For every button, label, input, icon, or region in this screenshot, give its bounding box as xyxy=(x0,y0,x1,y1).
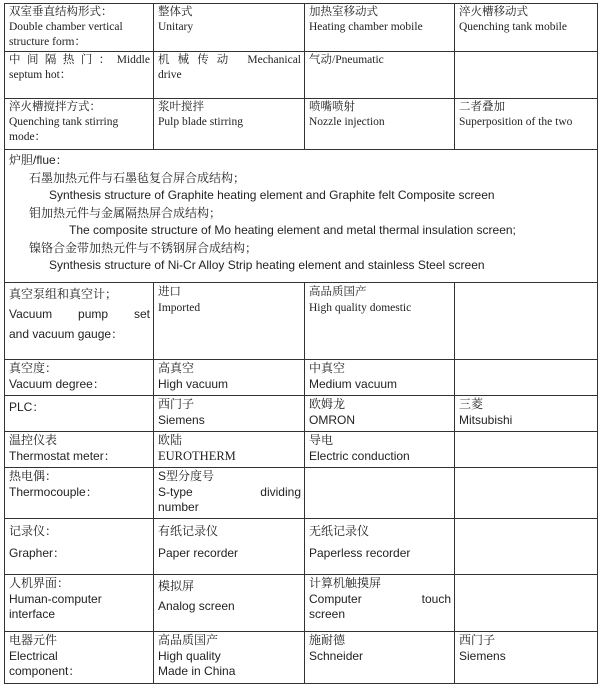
cell-empty xyxy=(455,360,598,396)
option-en: Superposition of the two xyxy=(459,116,573,128)
spec-table xyxy=(4,3,598,684)
table-row-chamber-form xyxy=(5,4,598,52)
option-zh: 加热室移动式 xyxy=(309,6,378,18)
table-row-thermocouple xyxy=(5,468,598,519)
cell-option-mechanical xyxy=(154,52,305,99)
option-en: Paperless recorder xyxy=(309,546,411,560)
option-en: screen xyxy=(309,607,346,621)
option-zh: 浆叶搅拌 xyxy=(158,101,204,113)
cell-option-electric-conduction xyxy=(305,432,455,468)
label-en: Thermostat meter： xyxy=(9,448,116,463)
option-en: drive xyxy=(158,69,182,81)
cell-empty xyxy=(305,468,455,519)
cell-option-nozzle xyxy=(305,99,455,150)
option-en: Made in China xyxy=(158,664,236,678)
cell-option-eurotherm xyxy=(154,432,305,468)
label-zh: 人机界面： xyxy=(9,576,70,590)
label-en: Vacuum pump set xyxy=(9,307,150,321)
flue-title: 炉胆/flue： xyxy=(9,153,68,167)
label-en: Human-computer xyxy=(9,591,102,606)
label-en: and vacuum gauge： xyxy=(9,327,124,341)
cell-option-analog-screen xyxy=(154,575,305,632)
option-en: Paper recorder xyxy=(158,546,239,560)
cell-option-siemens xyxy=(154,396,305,432)
cell-label-electrical xyxy=(5,632,154,684)
option-zh: 二者叠加 xyxy=(459,101,505,113)
cell-option-omron xyxy=(305,396,455,432)
cell-label-plc xyxy=(5,396,154,432)
option-zh: 西门子 xyxy=(459,633,496,647)
option-zh: 模拟屏 xyxy=(158,579,195,593)
flue-line-zh: 镍铬合金带加热元件与不锈钢屏合成结构； xyxy=(29,240,258,255)
cell-label-thermocouple xyxy=(5,468,154,519)
flue-line-zh: 钼加热元件与金属隔热屏合成结构； xyxy=(29,205,222,220)
option-zh: 机械传动 Mechanical xyxy=(158,54,301,66)
option-en: number xyxy=(158,500,199,514)
label-zh: PLC： xyxy=(9,400,45,414)
label-zh: 淬火槽搅拌方式： xyxy=(9,101,101,113)
option-zh: 中真空 xyxy=(309,361,346,375)
table-row-hmi xyxy=(5,575,598,632)
option-zh: 欧陆 xyxy=(158,433,183,447)
option-zh: 三菱 xyxy=(459,397,484,411)
cell-label-chamber-form xyxy=(5,4,154,52)
option-zh: 西门子 xyxy=(158,397,195,411)
option-en: OMRON xyxy=(309,412,355,427)
cell-flue xyxy=(5,150,598,283)
option-en: Computer touch xyxy=(309,591,451,606)
flue-line-en: Synthesis structure of Graphite heating element and Graphite felt Composite screen xyxy=(49,188,495,202)
table-row-plc xyxy=(5,396,598,432)
label-zh: 中间隔热门：Middle xyxy=(9,54,150,66)
option-zh: 计算机触摸屏 xyxy=(309,576,382,590)
option-zh: 高品质国产 xyxy=(309,286,367,298)
cell-empty xyxy=(455,519,598,575)
option-en: High quality domestic xyxy=(309,302,412,314)
option-zh: 高真空 xyxy=(158,361,195,375)
label-zh: 记录仪： xyxy=(9,524,58,538)
cell-empty xyxy=(455,468,598,519)
cell-empty xyxy=(455,52,598,99)
flue-line-en: Synthesis structure of Ni-Cr Alloy Strip heating element and stainless Steel screen xyxy=(49,258,485,272)
option-zh: 整体式 xyxy=(158,6,193,18)
table-row-stirring xyxy=(5,99,598,150)
option-zh: 高品质国产 xyxy=(158,633,219,647)
cell-option-domestic xyxy=(305,283,455,360)
cell-empty xyxy=(455,575,598,632)
cell-option-medium-vacuum xyxy=(305,360,455,396)
label-zh: 温控仪表 xyxy=(9,433,58,447)
cell-option-mitsubishi xyxy=(455,396,598,432)
label-en: Vacuum degree： xyxy=(9,376,105,391)
label-en: Grapher： xyxy=(9,546,66,560)
cell-empty xyxy=(455,283,598,360)
table-row-vacuum-pump xyxy=(5,283,598,360)
table-row-grapher xyxy=(5,519,598,575)
option-en: High vacuum xyxy=(158,376,229,391)
option-zh: 有纸记录仪 xyxy=(158,524,219,538)
cell-option-schneider xyxy=(305,632,455,684)
label-zh: 电器元件 xyxy=(9,633,58,647)
label-en: Thermocouple： xyxy=(9,484,98,499)
option-en: Unitary xyxy=(158,21,194,33)
cell-option-quenching-mobile xyxy=(455,4,598,52)
option-zh: 进口 xyxy=(158,286,181,298)
table-row-vacuum-degree xyxy=(5,360,598,396)
cell-option-imported xyxy=(154,283,305,360)
cell-option-unitary xyxy=(154,4,305,52)
cell-label-vacuum-degree xyxy=(5,360,154,396)
option-en: EUROTHERM xyxy=(158,448,236,463)
option-en: Pulp blade stirring xyxy=(158,116,243,128)
option-zh: 喷嘴喷射 xyxy=(309,101,355,113)
option-en: Analog screen xyxy=(158,599,235,613)
option-zh: 施耐德 xyxy=(309,633,346,647)
flue-line-zh: 石墨加热元件与石墨毡复合屏合成结构； xyxy=(29,170,246,185)
option-en: Heating chamber mobile xyxy=(309,21,423,33)
cell-label-septum xyxy=(5,52,154,99)
label-zh: 热电偶： xyxy=(9,469,58,483)
option-en: Quenching tank mobile xyxy=(459,21,567,33)
cell-label-stirring xyxy=(5,99,154,150)
cell-option-s-type xyxy=(154,468,305,519)
cell-option-pneumatic xyxy=(305,52,455,99)
cell-option-pulp xyxy=(154,99,305,150)
label-en: septum hot： xyxy=(9,69,72,81)
label-en: component： xyxy=(9,664,81,678)
option-en: Nozzle injection xyxy=(309,116,385,128)
cell-option-superposition xyxy=(455,99,598,150)
option-en: Mitsubishi xyxy=(459,412,513,427)
label-en: mode： xyxy=(9,131,47,143)
cell-option-touch-screen xyxy=(305,575,455,632)
table-row-electrical xyxy=(5,632,598,684)
option-zh: 无纸记录仪 xyxy=(309,524,370,538)
option-en: Siemens xyxy=(459,648,506,663)
option-en: Imported xyxy=(158,302,201,314)
label-zh: 真空泵组和真空计； xyxy=(9,287,118,301)
label-zh: 双室垂直结构形式： xyxy=(9,6,113,18)
cell-label-hmi xyxy=(5,575,154,632)
option-en: S-type dividing xyxy=(158,484,301,499)
option-zh: 导电 xyxy=(309,433,334,447)
option-zh: 淬火槽移动式 xyxy=(459,6,528,18)
cell-option-paper-recorder xyxy=(154,519,305,575)
flue-line-en: The composite structure of Mo heating element and metal thermal insulation screen; xyxy=(69,223,516,237)
cell-option-siemens-electrical xyxy=(455,632,598,684)
cell-option-heating-mobile xyxy=(305,4,455,52)
option-en: Electric conduction xyxy=(309,448,410,463)
cell-option-made-in-china xyxy=(154,632,305,684)
label-en: Double chamber vertical xyxy=(9,21,123,33)
table-row-thermostat xyxy=(5,432,598,468)
option-zh: 欧姆龙 xyxy=(309,397,346,411)
option-en: Siemens xyxy=(158,412,205,427)
cell-label-thermostat xyxy=(5,432,154,468)
option-en: Schneider xyxy=(309,648,364,663)
option-en: High quality xyxy=(158,648,221,663)
label-en: structure form： xyxy=(9,36,86,48)
option-en: Medium vacuum xyxy=(309,376,398,391)
cell-label-grapher xyxy=(5,519,154,575)
cell-empty xyxy=(455,432,598,468)
cell-option-paperless-recorder xyxy=(305,519,455,575)
label-en: interface xyxy=(9,607,56,621)
cell-label-vacuum-pump xyxy=(5,283,154,360)
option-zh: 气动/Pneumatic xyxy=(309,54,384,66)
label-en: Quenching tank stirring xyxy=(9,116,119,128)
option-zh: S型分度号 xyxy=(158,469,215,483)
label-zh: 真空度： xyxy=(9,361,58,375)
cell-option-high-vacuum xyxy=(154,360,305,396)
label-en: Electrical xyxy=(9,648,58,663)
table-row-septum xyxy=(5,52,598,99)
table-row-flue xyxy=(5,150,598,283)
